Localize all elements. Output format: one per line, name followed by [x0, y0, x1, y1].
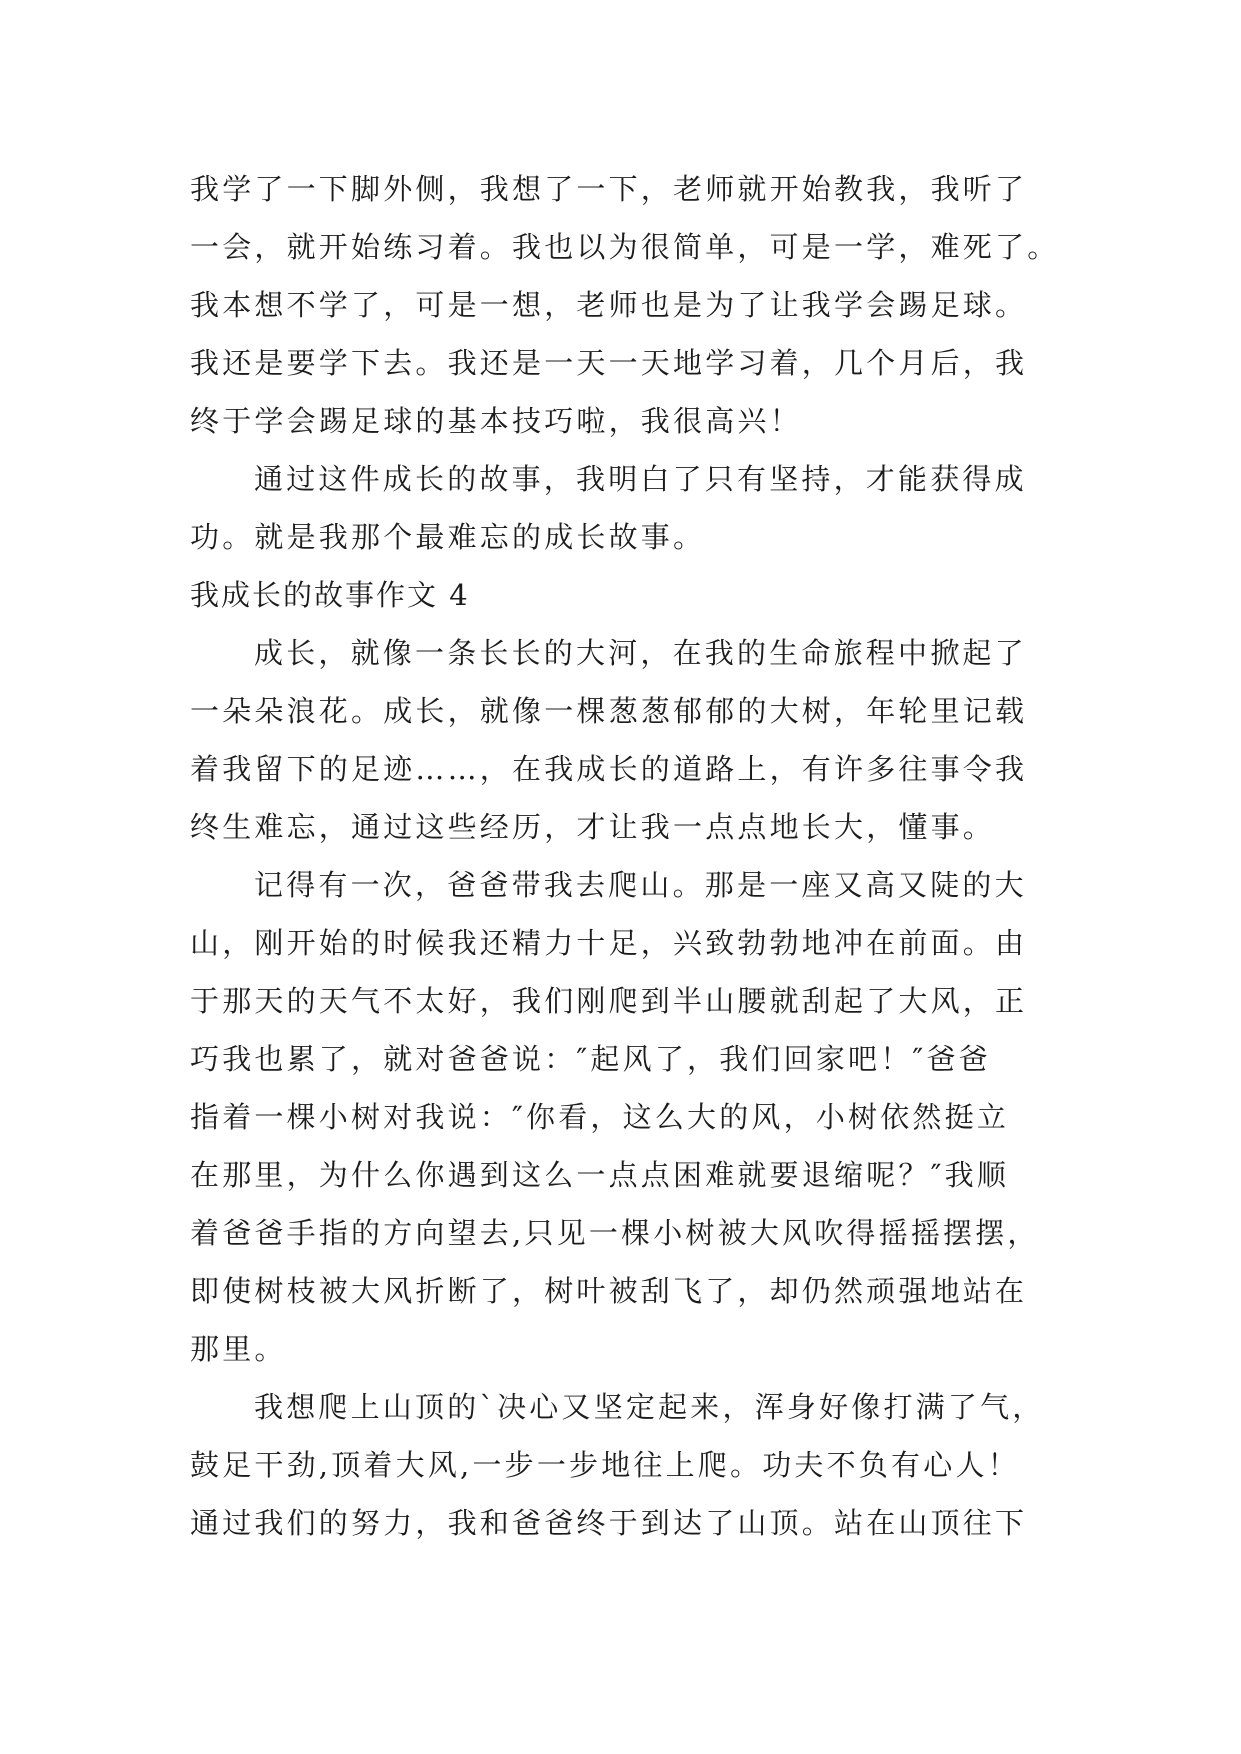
document-body [190, 160, 1070, 1552]
section-heading: 我成长的故事作文 4 [190, 578, 470, 612]
text-line: 于那天的天气不太好，我们刚爬到半山腰就刮起了大风，正 [190, 984, 1028, 1018]
text-line: 即使树枝被大风折断了，树叶被刮飞了，却仍然顽强地站在 [190, 1274, 1028, 1308]
text-line: 功。就是我那个最难忘的成长故事。 [190, 520, 706, 554]
paragraph-first-line: 我想爬上山顶的`决心又坚定起来，浑身好像打满了气， [254, 1390, 1045, 1424]
text-line: 终于学会踢足球的基本技巧啦，我很高兴！ [190, 404, 802, 438]
text-line: 巧我也累了，就对爸爸说：″起风了，我们回家吧！″爸爸 [190, 1042, 991, 1076]
paragraph-first-line: 通过这件成长的故事，我明白了只有坚持，才能获得成 [254, 462, 1027, 496]
text-line: 我学了一下脚外侧，我想了一下，老师就开始教我，我听了 [190, 172, 1028, 206]
text-line: 通过我们的努力，我和爸爸终于到达了山顶。站在山顶往下 [190, 1506, 1028, 1540]
text-line: 一会，就开始练习着。我也以为很简单，可是一学，难死了。 [190, 230, 1060, 264]
text-line: 山，刚开始的时候我还精力十足，兴致勃勃地冲在前面。由 [190, 926, 1028, 960]
text-line: 我还是要学下去。我还是一天一天地学习着，几个月后，我 [190, 346, 1028, 380]
text-line: 着我留下的足迹……，在我成长的道路上，有许多往事令我 [190, 752, 1028, 786]
text-line: 鼓足干劲,顶着大风,一步一步地往上爬。功夫不负有心人！ [190, 1448, 1020, 1482]
text-line: 那里。 [190, 1332, 287, 1366]
text-line: 着爸爸手指的方向望去,只见一棵小树被大风吹得摇摇摆摆， [190, 1216, 1040, 1250]
text-line: 在那里，为什么你遇到这么一点点困难就要退缩呢？″我顺 [190, 1158, 1010, 1192]
text-line: 终生难忘，通过这些经历，才让我一点点地长大，懂事。 [190, 810, 996, 844]
text-line: 一朵朵浪花。成长，就像一棵葱葱郁郁的大树，年轮里记载 [190, 694, 1028, 728]
paragraph-first-line: 记得有一次，爸爸带我去爬山。那是一座又高又陡的大 [254, 868, 1027, 902]
text-line: 指着一棵小树对我说：″你看，这么大的风，小树依然挺立 [190, 1100, 1010, 1134]
paragraph-first-line: 成长，就像一条长长的大河，在我的生命旅程中掀起了 [254, 636, 1027, 670]
text-line: 我本想不学了，可是一想，老师也是为了让我学会踢足球。 [190, 288, 1028, 322]
